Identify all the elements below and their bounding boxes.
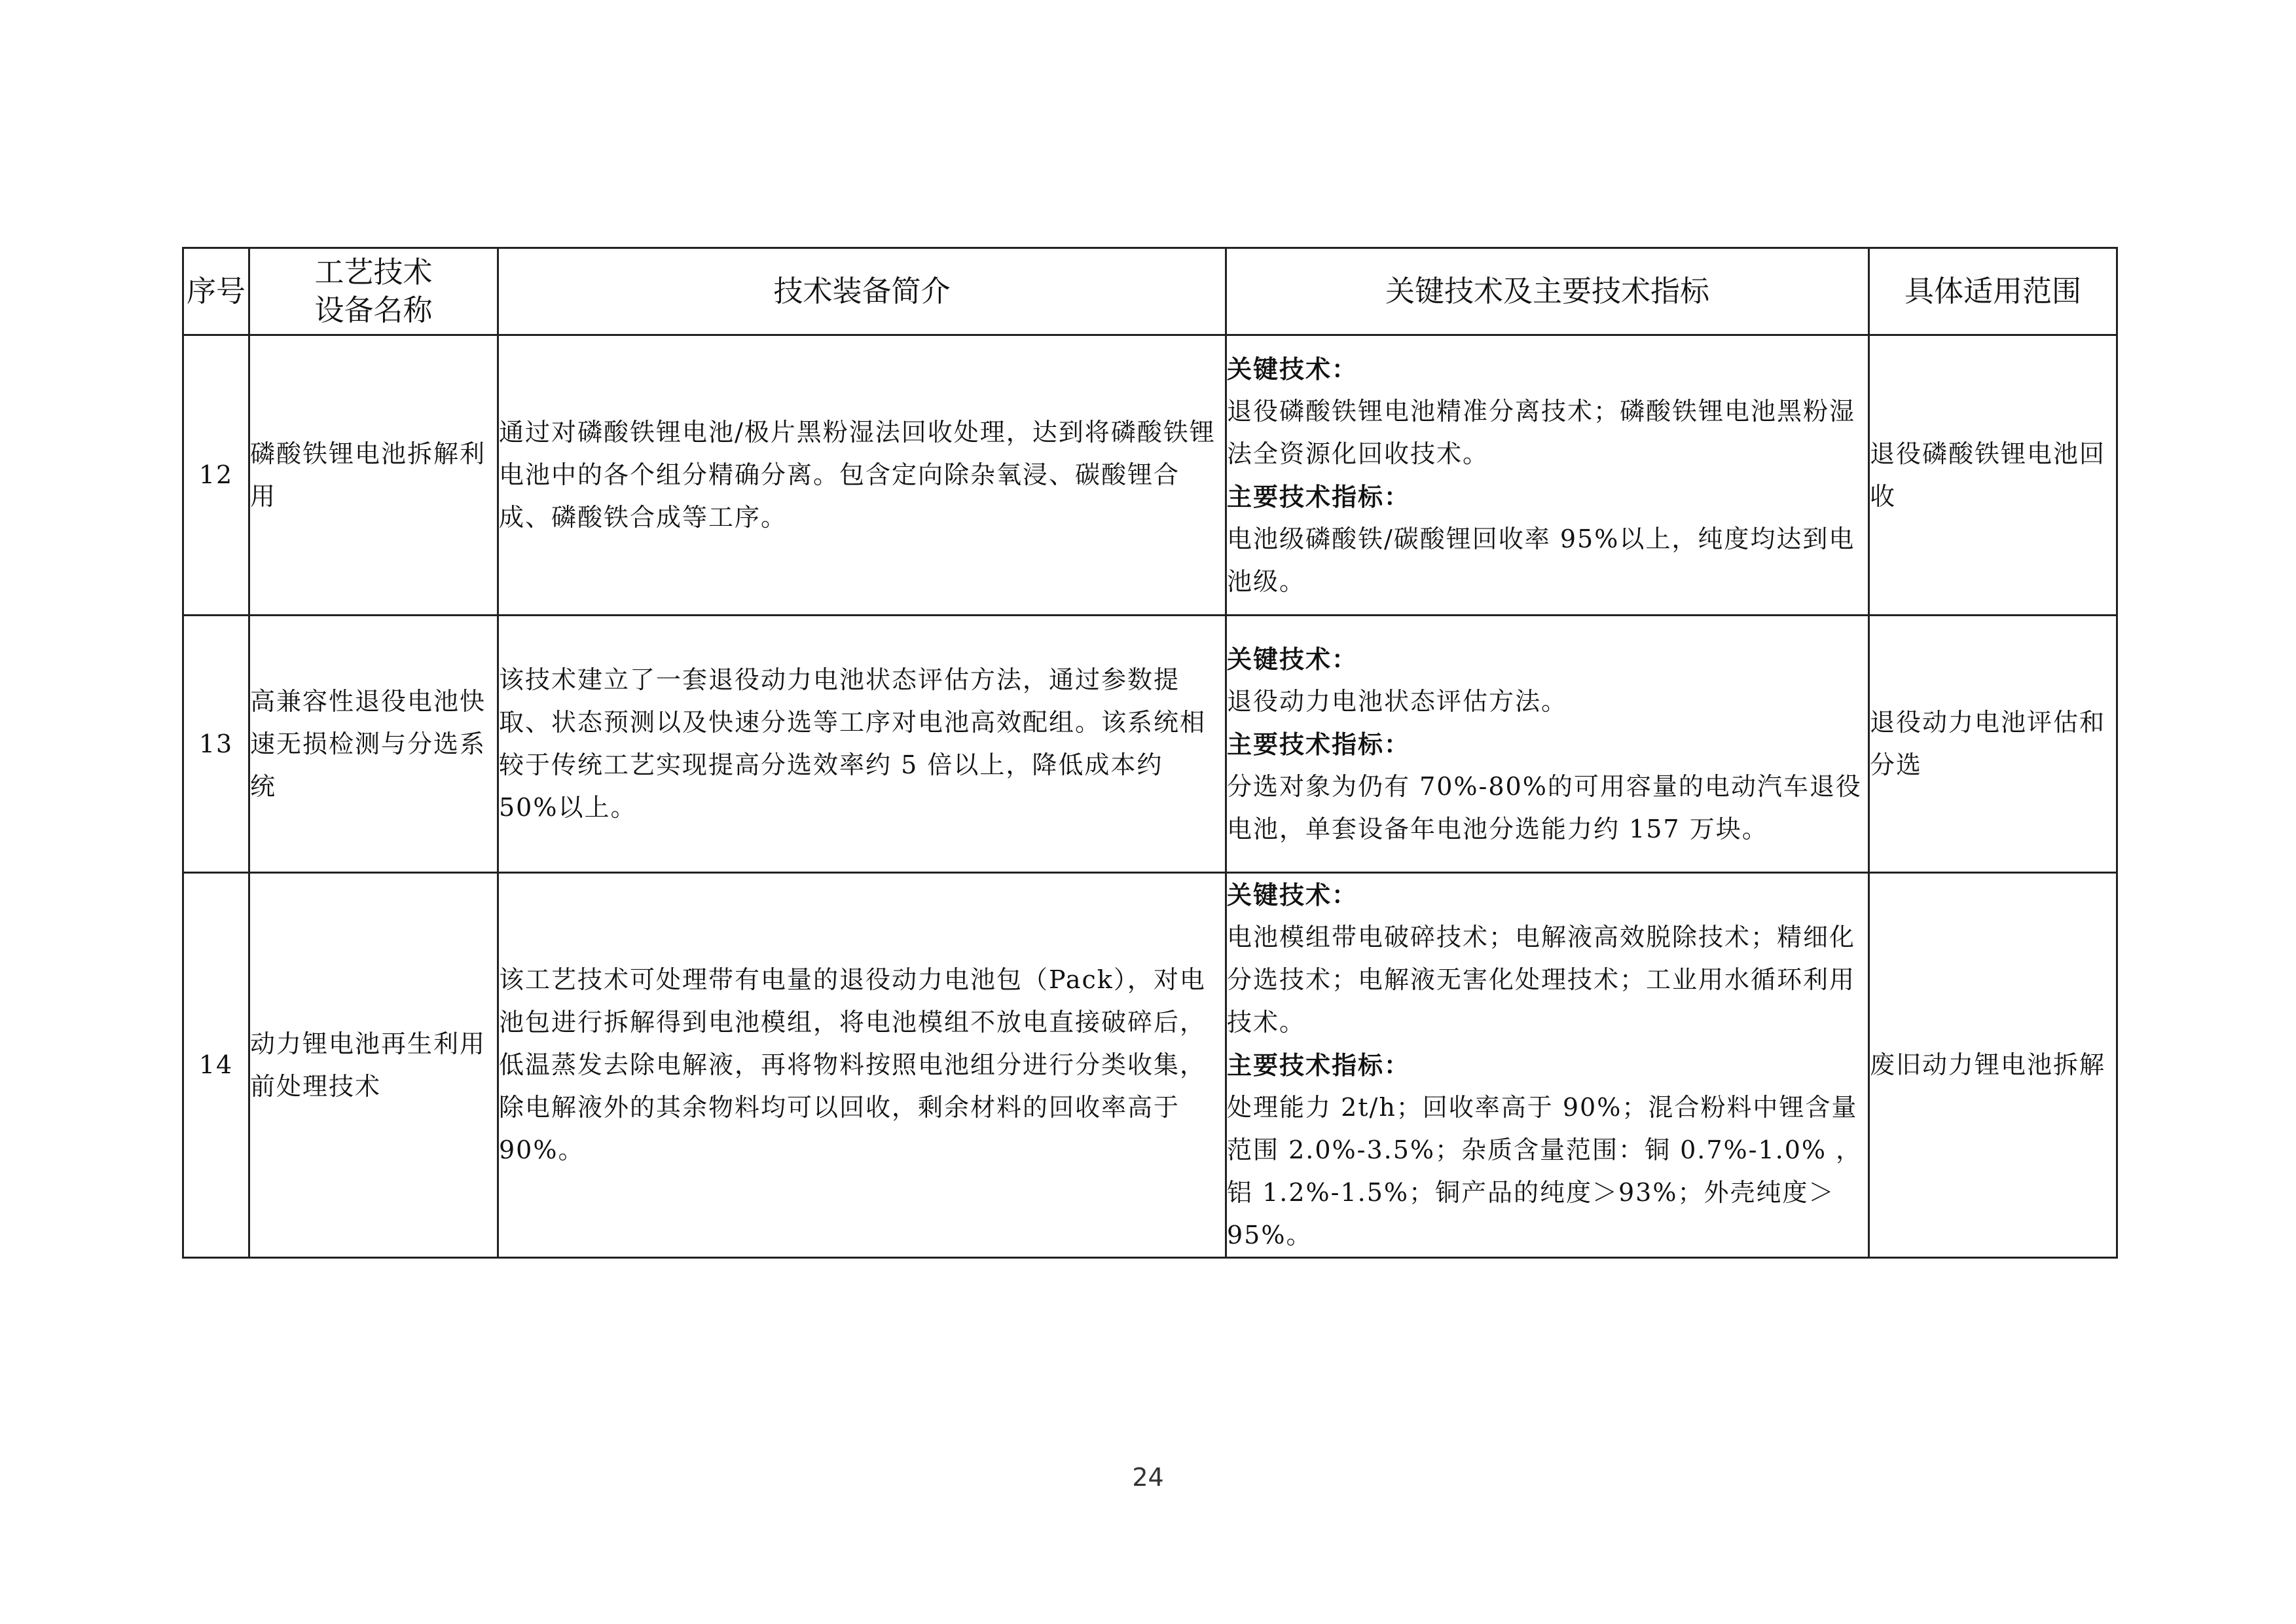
- row-key-tech: [1226, 616, 1869, 873]
- main-index-text: 处理能力 2t/h；回收率高于 90%；混合粉料中锂含量范围 2.0%-3.5%；杂质含量范围：铜 0.7%-1.0% ，铝 1.2%-1.5%；铜产品的纯度＞93%；外壳纯度＞95%。: [1227, 1093, 1863, 1249]
- page-number: 24: [1132, 1463, 1164, 1492]
- row-process-name: 动力锂电池再生利用前处理技术: [249, 873, 498, 1258]
- row-scope: 退役磷酸铁锂电池回收: [1869, 335, 2117, 616]
- header-process-name-line1: 工艺技术: [314, 255, 433, 289]
- technology-table: [182, 247, 2118, 1259]
- key-tech-text: 退役磷酸铁锂电池精准分离技术；磷酸铁锂电池黑粉湿法全资源化回收技术。: [1227, 396, 1856, 468]
- row-scope: 退役动力电池评估和分选: [1869, 616, 2117, 873]
- row-scope: 废旧动力锂电池拆解: [1869, 873, 2117, 1258]
- table-header-row: [183, 248, 2117, 335]
- main-index-text: 分选对象为仍有 70%-80%的可用容量的电动汽车退役电池，单套设备年电池分选能力约 157 万块。: [1227, 771, 1862, 843]
- main-index-label: 主要技术指标：: [1227, 1050, 1411, 1080]
- row-process-name: 磷酸铁锂电池拆解利用: [249, 335, 498, 616]
- header-process-name-line2: 设备名称: [314, 293, 433, 327]
- header-scope: 具体适用范围: [1869, 248, 2117, 335]
- key-tech-label: 关键技术：: [1227, 644, 1358, 674]
- main-index-text: 电池级磷酸铁/碳酸锂回收率 95%以上，纯度均达到电池级。: [1227, 524, 1855, 596]
- key-tech-text: 电池模组带电破碎技术；电解液高效脱除技术；精细化分选技术；电解液无害化处理技术；工业用水循环利用技术。: [1227, 923, 1856, 1037]
- key-tech-label: 关键技术：: [1227, 880, 1358, 910]
- main-index-label: 主要技术指标：: [1227, 729, 1411, 759]
- main-index-label: 主要技术指标：: [1227, 481, 1411, 511]
- row-process-name: 高兼容性退役电池快速无损检测与分选系统: [249, 616, 498, 873]
- table-row: [183, 335, 2117, 616]
- row-intro: 该工艺技术可处理带有电量的退役动力电池包（Pack），对电池包进行拆解得到电池模组，将电池模组不放电直接破碎后，低温蒸发去除电解液，再将物料按照电池组分进行分类收集，除电解液外的其余物料均可以回收，剩余材料的回收率高于 90%。: [498, 873, 1226, 1258]
- header-serial-number: 序号: [183, 248, 249, 335]
- header-intro: 技术装备简介: [498, 248, 1226, 335]
- table-row: [183, 616, 2117, 873]
- key-tech-text: 退役动力电池状态评估方法。: [1227, 686, 1568, 716]
- row-intro: 该技术建立了一套退役动力电池状态评估方法，通过参数提取、状态预测以及快速分选等工序对电池高效配组。该系统相较于传统工艺实现提高分选效率约 5 倍以上，降低成本约 50%以上。: [498, 616, 1226, 873]
- row-serial-number: 14: [183, 873, 249, 1258]
- row-key-tech: [1226, 335, 1869, 616]
- header-process-name: [249, 248, 498, 335]
- row-key-tech: [1226, 873, 1869, 1258]
- row-intro: 通过对磷酸铁锂电池/极片黑粉湿法回收处理，达到将磷酸铁锂电池中的各个组分精确分离。包含定向除杂氧浸、碳酸锂合成、磷酸铁合成等工序。: [498, 335, 1226, 616]
- header-key-tech: 关键技术及主要技术指标: [1226, 248, 1869, 335]
- key-tech-label: 关键技术：: [1227, 354, 1358, 384]
- table-row: [183, 873, 2117, 1258]
- row-serial-number: 13: [183, 616, 249, 873]
- row-serial-number: 12: [183, 335, 249, 616]
